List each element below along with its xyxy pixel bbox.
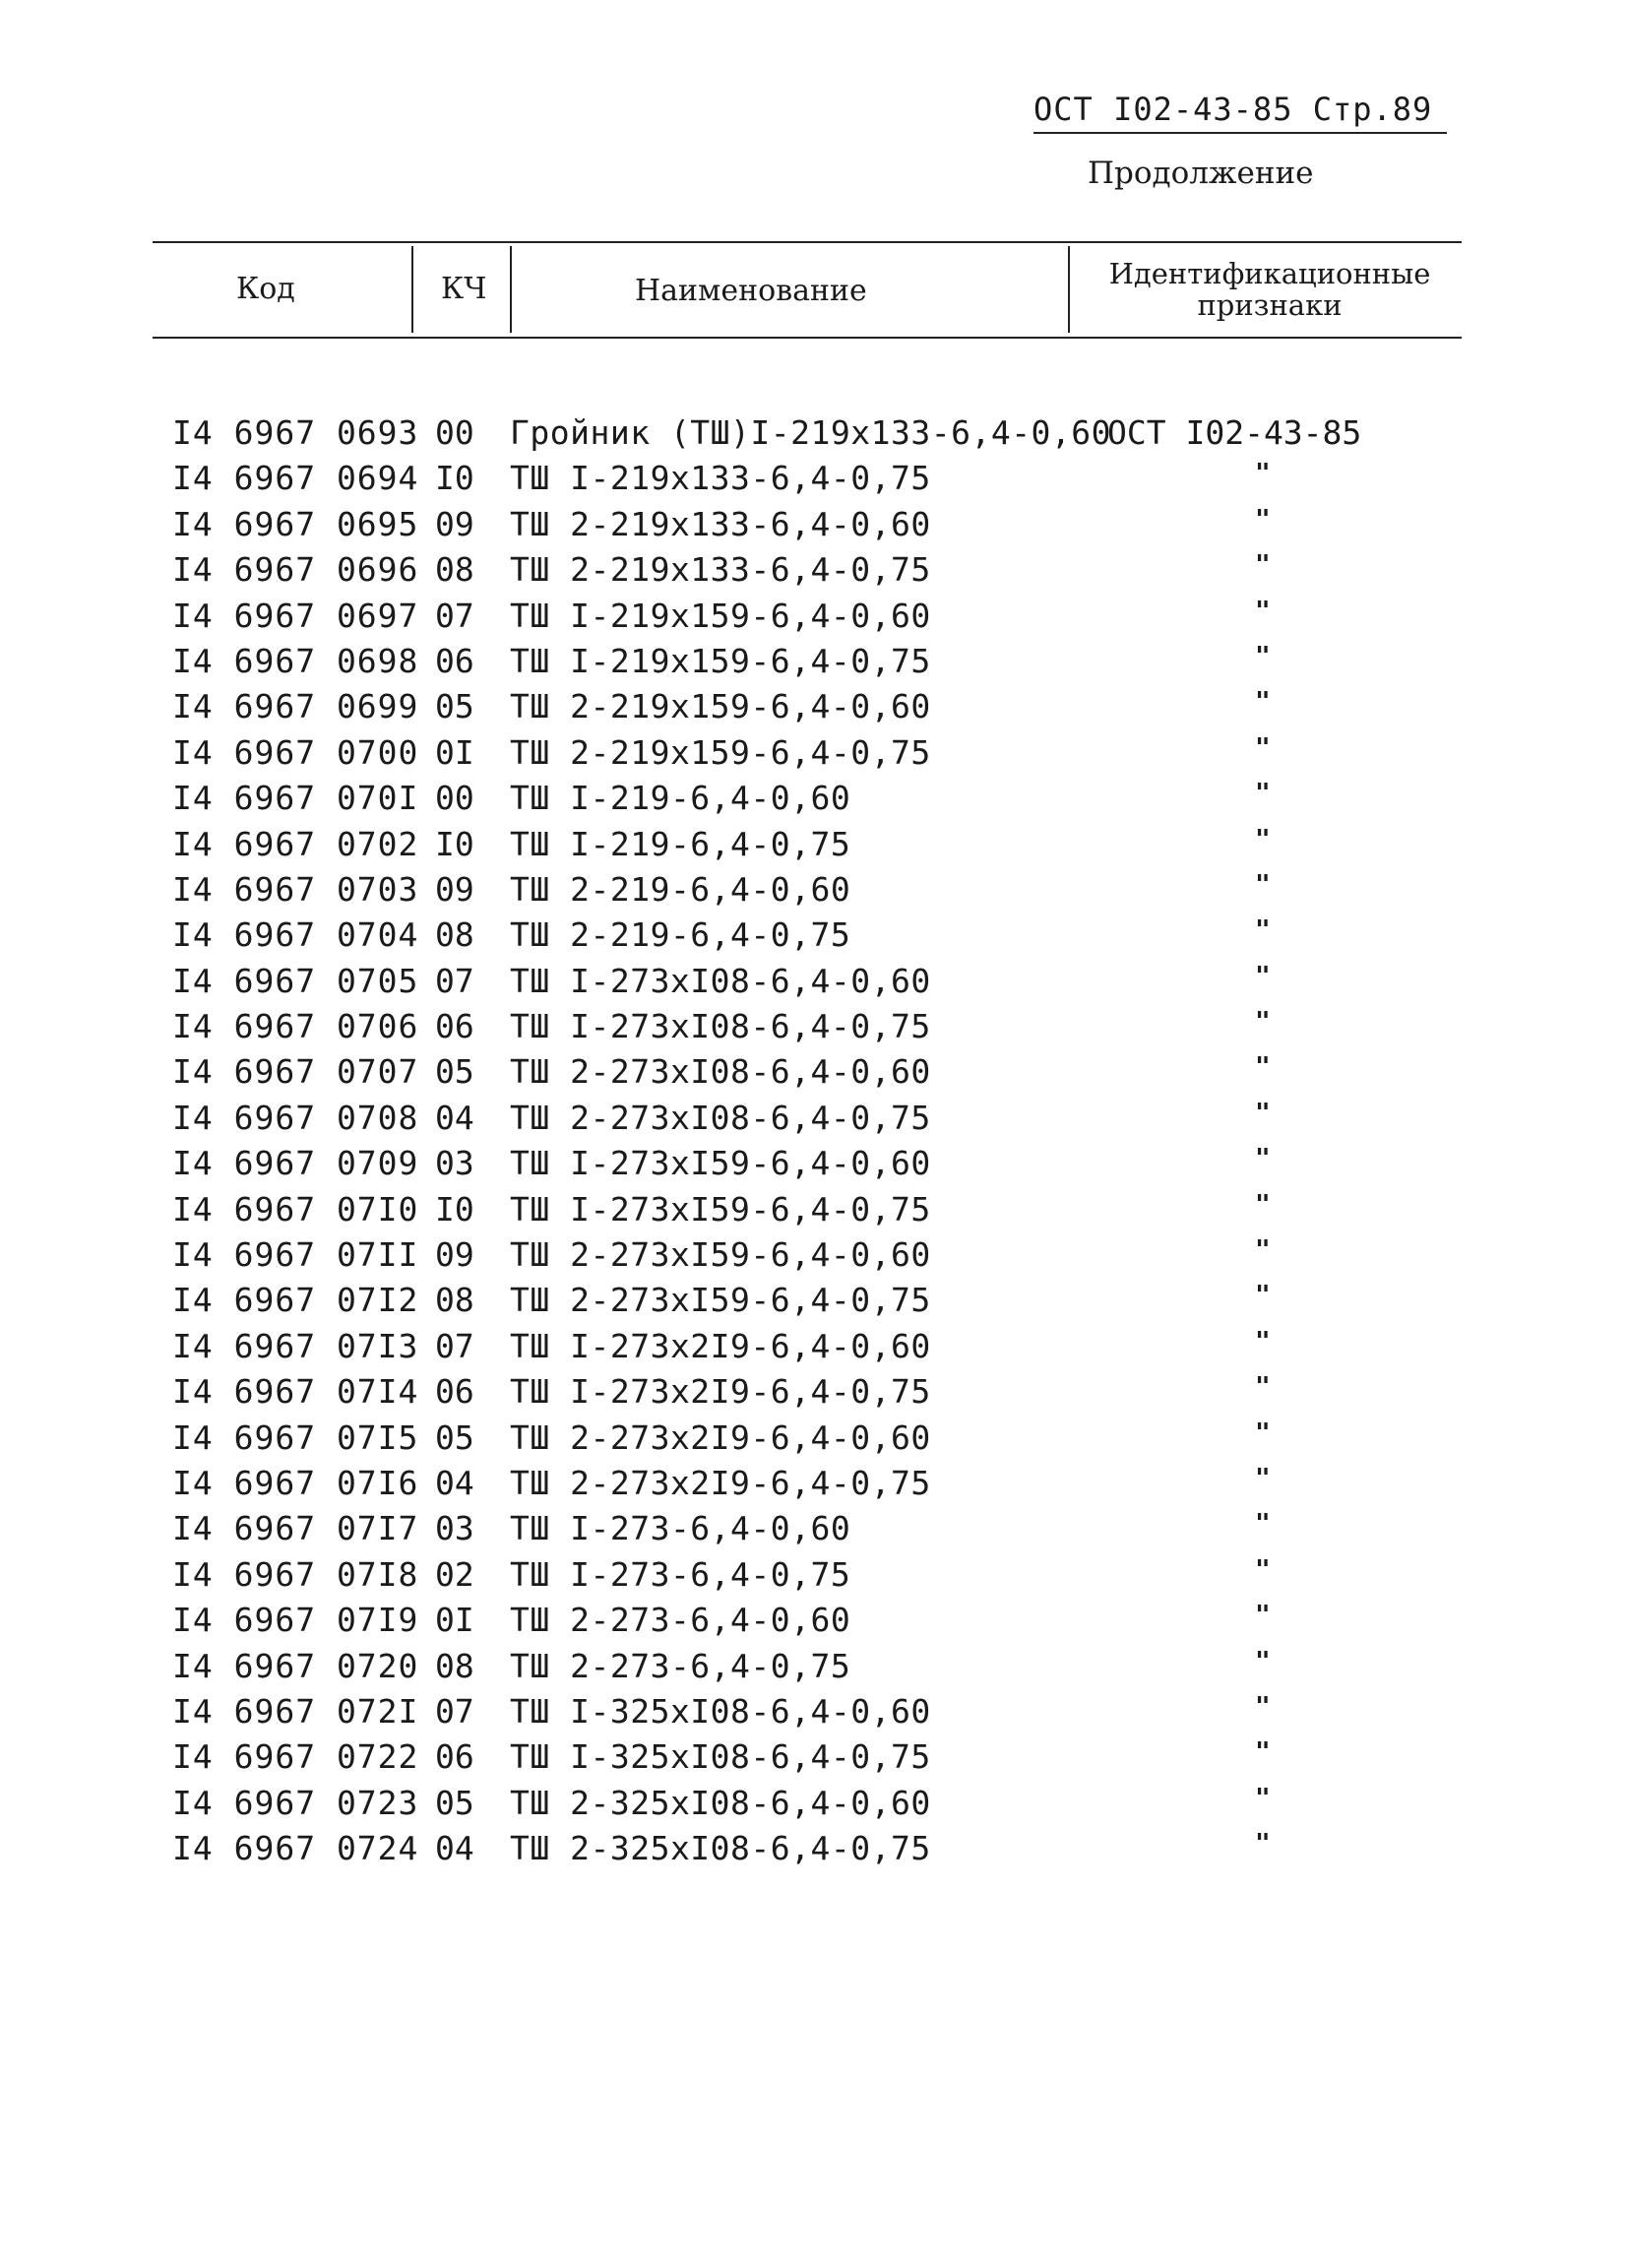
name-cell: ТШ 2-219x133-6,4-0,75 bbox=[510, 550, 931, 590]
name-cell: ТШ I-325xI08-6,4-0,75 bbox=[510, 1737, 931, 1777]
name-cell: ТШ 2-219x159-6,4-0,75 bbox=[510, 732, 931, 772]
table-row bbox=[0, 413, 1627, 459]
code-cell: I4 6967 0720 bbox=[172, 1646, 419, 1685]
code-cell: I4 6967 0698 bbox=[172, 641, 419, 680]
kch-cell: 06 bbox=[435, 1372, 474, 1412]
kch-cell: 07 bbox=[435, 1691, 474, 1731]
ident-cell: " bbox=[1255, 550, 1271, 581]
table-row bbox=[0, 459, 1627, 504]
header-underline bbox=[1033, 132, 1447, 134]
kch-cell: I0 bbox=[435, 1189, 474, 1228]
ident-cell: " bbox=[1255, 641, 1271, 671]
ident-cell: " bbox=[1255, 1052, 1271, 1083]
kch-cell: 0I bbox=[435, 732, 474, 772]
kch-cell: 04 bbox=[435, 1829, 474, 1868]
code-cell: I4 6967 0696 bbox=[172, 550, 419, 590]
ident-cell: " bbox=[1255, 1463, 1271, 1493]
name-cell: ТШ 2-273x2I9-6,4-0,75 bbox=[510, 1463, 931, 1502]
name-cell: ТШ 2-219-6,4-0,75 bbox=[510, 915, 851, 955]
kch-cell: 07 bbox=[435, 596, 474, 635]
ident-cell: " bbox=[1255, 1646, 1271, 1676]
code-cell: I4 6967 0700 bbox=[172, 732, 419, 772]
ident-cell: " bbox=[1255, 1783, 1271, 1813]
column-header-kch: КЧ bbox=[441, 272, 487, 306]
name-cell: ТШ 2-273xI59-6,4-0,75 bbox=[510, 1281, 931, 1320]
code-cell: I4 6967 0693 bbox=[172, 413, 419, 452]
table-row bbox=[0, 1007, 1627, 1052]
ident-cell: " bbox=[1255, 1737, 1271, 1768]
ident-cell: " bbox=[1255, 1829, 1271, 1859]
code-cell: I4 6967 0709 bbox=[172, 1144, 419, 1183]
ident-cell: " bbox=[1255, 1691, 1271, 1722]
kch-cell: 08 bbox=[435, 1646, 474, 1685]
table-row bbox=[0, 642, 1627, 687]
ident-cell: " bbox=[1255, 1007, 1271, 1038]
column-header-name: Наименование bbox=[635, 274, 867, 308]
kch-cell: 03 bbox=[435, 1509, 474, 1548]
ident-cell: " bbox=[1255, 869, 1271, 900]
code-cell: I4 6967 0695 bbox=[172, 504, 419, 543]
table-row bbox=[0, 1555, 1627, 1601]
code-cell: I4 6967 0702 bbox=[172, 824, 419, 863]
name-cell: ТШ 2-273xI08-6,4-0,60 bbox=[510, 1052, 931, 1092]
table-top-rule bbox=[153, 241, 1462, 243]
column-divider bbox=[510, 246, 512, 333]
table-row bbox=[0, 1190, 1627, 1235]
code-cell: I4 6967 0697 bbox=[172, 596, 419, 635]
table-row bbox=[0, 1281, 1627, 1326]
ident-cell: " bbox=[1255, 732, 1271, 763]
kch-cell: 09 bbox=[435, 504, 474, 543]
kch-cell: 04 bbox=[435, 1463, 474, 1502]
table-row bbox=[0, 1052, 1627, 1098]
table-row bbox=[0, 550, 1627, 596]
kch-cell: 09 bbox=[435, 869, 474, 909]
code-cell: I4 6967 0704 bbox=[172, 915, 419, 955]
table-row bbox=[0, 597, 1627, 642]
table-row bbox=[0, 505, 1627, 550]
name-cell: ТШ I-273-6,4-0,75 bbox=[510, 1554, 851, 1594]
kch-cell: 08 bbox=[435, 550, 474, 590]
ident-cell: " bbox=[1255, 1189, 1271, 1220]
name-cell: ТШ I-219x159-6,4-0,60 bbox=[510, 596, 931, 635]
name-cell: ТШ I-219x159-6,4-0,75 bbox=[510, 641, 931, 680]
ident-cell: " bbox=[1255, 824, 1271, 854]
code-cell: I4 6967 07I9 bbox=[172, 1601, 419, 1640]
kch-cell: 07 bbox=[435, 961, 474, 1000]
kch-cell: 06 bbox=[435, 1007, 474, 1046]
table-row bbox=[0, 1372, 1627, 1418]
table-header-bottom-rule bbox=[153, 337, 1462, 339]
name-cell: ТШ I-273xI59-6,4-0,60 bbox=[510, 1144, 931, 1183]
ident-cell: " bbox=[1255, 504, 1271, 535]
code-cell: I4 6967 07I6 bbox=[172, 1463, 419, 1502]
name-cell: ТШ I-273x2I9-6,4-0,60 bbox=[510, 1326, 931, 1365]
name-cell: ТШ I-273xI08-6,4-0,60 bbox=[510, 961, 931, 1000]
kch-cell: 02 bbox=[435, 1554, 474, 1594]
ident-cell: " bbox=[1255, 915, 1271, 946]
table-row bbox=[0, 870, 1627, 915]
kch-cell: 00 bbox=[435, 413, 474, 452]
name-cell: ТШ I-273-6,4-0,60 bbox=[510, 1509, 851, 1548]
table-row bbox=[0, 1647, 1627, 1692]
ident-cell: " bbox=[1255, 687, 1271, 718]
table-row bbox=[0, 1784, 1627, 1829]
kch-cell: 05 bbox=[435, 1783, 474, 1822]
table-row bbox=[0, 1829, 1627, 1874]
ident-cell: " bbox=[1255, 1554, 1271, 1585]
table-row bbox=[0, 962, 1627, 1007]
name-cell: ТШ 2-325xI08-6,4-0,75 bbox=[510, 1829, 931, 1868]
table-row bbox=[0, 1464, 1627, 1509]
code-cell: I4 6967 0706 bbox=[172, 1007, 419, 1046]
table-row bbox=[0, 779, 1627, 824]
column-header-ident-line1: Идентификационные bbox=[1108, 257, 1431, 290]
ident-cell: " bbox=[1255, 1144, 1271, 1174]
name-cell: ТШ I-273xI08-6,4-0,75 bbox=[510, 1007, 931, 1046]
code-cell: I4 6967 0699 bbox=[172, 687, 419, 726]
name-cell: ТШ I-219-6,4-0,75 bbox=[510, 824, 851, 863]
name-cell: ТШ 2-273-6,4-0,75 bbox=[510, 1646, 851, 1685]
kch-cell: 03 bbox=[435, 1144, 474, 1183]
ident-cell: " bbox=[1255, 1098, 1271, 1128]
kch-cell: 06 bbox=[435, 1737, 474, 1777]
name-cell: ТШ I-273x2I9-6,4-0,75 bbox=[510, 1372, 931, 1412]
code-cell: I4 6967 07I7 bbox=[172, 1509, 419, 1548]
code-cell: I4 6967 0694 bbox=[172, 459, 419, 498]
column-divider bbox=[1068, 246, 1070, 333]
name-cell: ТШ 2-273-6,4-0,60 bbox=[510, 1601, 851, 1640]
name-cell: Гройник (ТШ)I-219x133-6,4-0,60 bbox=[510, 413, 1112, 452]
ident-cell: " bbox=[1255, 459, 1271, 489]
kch-cell: I0 bbox=[435, 824, 474, 863]
name-cell: ТШ 2-325xI08-6,4-0,60 bbox=[510, 1783, 931, 1822]
code-cell: I4 6967 072I bbox=[172, 1691, 419, 1731]
ident-cell: " bbox=[1255, 1235, 1271, 1266]
table-body bbox=[0, 413, 1627, 1875]
kch-cell: 05 bbox=[435, 687, 474, 726]
ident-cell: " bbox=[1255, 1601, 1271, 1631]
name-cell: ТШ I-325xI08-6,4-0,60 bbox=[510, 1691, 931, 1731]
ident-cell: " bbox=[1255, 1418, 1271, 1448]
ident-cell: " bbox=[1255, 779, 1271, 809]
code-cell: I4 6967 0705 bbox=[172, 961, 419, 1000]
code-cell: I4 6967 07I8 bbox=[172, 1554, 419, 1594]
ident-cell: " bbox=[1255, 1281, 1271, 1311]
code-cell: I4 6967 07I5 bbox=[172, 1418, 419, 1457]
document-header: ОСТ I02-43-85 Стр.89 bbox=[1033, 91, 1433, 128]
ident-cell: " bbox=[1255, 596, 1271, 626]
table-row bbox=[0, 1327, 1627, 1372]
name-cell: ТШ 2-219-6,4-0,60 bbox=[510, 869, 851, 909]
continuation-label: Продолжение bbox=[1088, 156, 1314, 191]
kch-cell: 05 bbox=[435, 1052, 474, 1092]
ident-cell: " bbox=[1255, 1372, 1271, 1403]
name-cell: ТШ 2-273xI08-6,4-0,75 bbox=[510, 1098, 931, 1137]
kch-cell: 0I bbox=[435, 1601, 474, 1640]
table-row bbox=[0, 1601, 1627, 1646]
kch-cell: 04 bbox=[435, 1098, 474, 1137]
column-divider bbox=[411, 246, 413, 333]
code-cell: I4 6967 07II bbox=[172, 1235, 419, 1275]
kch-cell: 08 bbox=[435, 915, 474, 955]
kch-cell: 07 bbox=[435, 1326, 474, 1365]
table-row bbox=[0, 915, 1627, 961]
name-cell: ТШ I-219x133-6,4-0,75 bbox=[510, 459, 931, 498]
table-row bbox=[0, 825, 1627, 870]
code-cell: I4 6967 0708 bbox=[172, 1098, 419, 1137]
ident-cell: " bbox=[1255, 961, 1271, 991]
kch-cell: 06 bbox=[435, 641, 474, 680]
kch-cell: 09 bbox=[435, 1235, 474, 1275]
table-row bbox=[0, 1099, 1627, 1144]
column-header-code: Код bbox=[236, 272, 295, 306]
code-cell: I4 6967 07I4 bbox=[172, 1372, 419, 1412]
kch-cell: 05 bbox=[435, 1418, 474, 1457]
table-row bbox=[0, 1144, 1627, 1189]
code-cell: I4 6967 07I2 bbox=[172, 1281, 419, 1320]
code-cell: I4 6967 070I bbox=[172, 779, 419, 818]
table-row bbox=[0, 687, 1627, 732]
code-cell: I4 6967 07I3 bbox=[172, 1326, 419, 1365]
name-cell: ТШ 2-219x159-6,4-0,60 bbox=[510, 687, 931, 726]
name-cell: ТШ I-273xI59-6,4-0,75 bbox=[510, 1189, 931, 1228]
kch-cell: I0 bbox=[435, 459, 474, 498]
name-cell: ТШ 2-273x2I9-6,4-0,60 bbox=[510, 1418, 931, 1457]
table-row bbox=[0, 1235, 1627, 1281]
column-header-ident-line2: признаки bbox=[1197, 288, 1343, 322]
ident-cell: ОСТ I02-43-85 bbox=[1107, 413, 1362, 452]
name-cell: ТШ I-219-6,4-0,60 bbox=[510, 779, 851, 818]
table-row bbox=[0, 733, 1627, 779]
table-row bbox=[0, 1418, 1627, 1464]
code-cell: I4 6967 07I0 bbox=[172, 1189, 419, 1228]
table-row bbox=[0, 1509, 1627, 1554]
name-cell: ТШ 2-273xI59-6,4-0,60 bbox=[510, 1235, 931, 1275]
table-row bbox=[0, 1692, 1627, 1737]
column-header-ident bbox=[1088, 258, 1452, 321]
table-row bbox=[0, 1737, 1627, 1783]
code-cell: I4 6967 0703 bbox=[172, 869, 419, 909]
ident-cell: " bbox=[1255, 1509, 1271, 1540]
code-cell: I4 6967 0722 bbox=[172, 1737, 419, 1777]
kch-cell: 00 bbox=[435, 779, 474, 818]
kch-cell: 08 bbox=[435, 1281, 474, 1320]
code-cell: I4 6967 0707 bbox=[172, 1052, 419, 1092]
name-cell: ТШ 2-219x133-6,4-0,60 bbox=[510, 504, 931, 543]
ident-cell: " bbox=[1255, 1326, 1271, 1356]
code-cell: I4 6967 0724 bbox=[172, 1829, 419, 1868]
code-cell: I4 6967 0723 bbox=[172, 1783, 419, 1822]
